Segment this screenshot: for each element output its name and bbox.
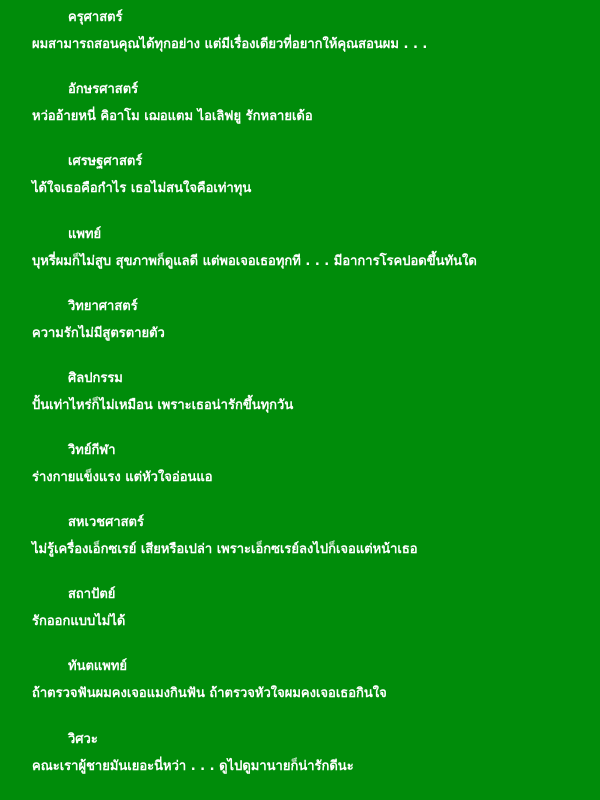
entry-heading: ศิลปกรรม <box>68 371 123 386</box>
entry-heading: วิศวะ <box>68 732 98 747</box>
entry-text: ความรักไม่มีสูตรตายตัว <box>32 326 165 341</box>
entry-heading: อักษรศาสตร์ <box>68 82 139 97</box>
entry-text: รักออกแบบไม่ได้ <box>32 614 126 629</box>
entry-text: ปั้นเท่าไหร่ก็ไม่เหมือน เพราะเธอน่ารักขึ้นทุกวัน <box>32 398 294 413</box>
entry-text: คณะเราผู้ชายมันเยอะนี่หว่า . . . ดูไปดูมานายก็น่ารักดีนะ <box>32 759 354 774</box>
entry-heading: แพทย์ <box>68 227 102 242</box>
entry-text: ไม่รู้เครื่องเอ็กซเรย์ เสียหรือเปล่า เพราะเอ็กซเรย์ลงไปก็เจอแต่หน้าเธอ <box>32 542 418 557</box>
entry-text: ร่างกายแข็งแรง แต่หัวใจอ่อนแอ <box>32 470 213 485</box>
entry-heading: สถาปัตย์ <box>68 587 116 602</box>
entry-heading: เศรษฐศาสตร์ <box>68 154 143 169</box>
entry-text: ผมสามารถสอนคุณได้ทุกอย่าง แต่มีเรื่องเดียวที่อยากให้คุณสอนผม . . . <box>32 37 428 52</box>
entry-heading: ทันตแพทย์ <box>68 659 128 674</box>
entry-text: บุหรี่ผมก็ไม่สูบ สุขภาพก็ดูแลดี แต่พอเจอเธอทุกที . . . มีอาการโรคปอดขึ้นทันใด <box>32 254 477 269</box>
entry-text: หว่ออ้ายหนี่ คิอาโม เฌอแตม ไอเลิฟยู รักหลายเด้อ <box>32 109 313 124</box>
entry-heading: สหเวชศาสตร์ <box>68 515 144 530</box>
entry-text: ได้ใจเธอคือกำไร เธอไม่สนใจคือเท่าทุน <box>32 181 252 196</box>
entry-heading: วิทยาศาสตร์ <box>68 299 138 314</box>
entry-heading: วิทย์กีฬา <box>68 443 116 458</box>
entry-text: ถ้าตรวจฟันผมคงเจอแมงกินฟัน ถ้าตรวจหัวใจผมคงเจอเธอกินใจ <box>32 686 387 701</box>
entry-heading: ครุศาสตร์ <box>68 10 123 25</box>
